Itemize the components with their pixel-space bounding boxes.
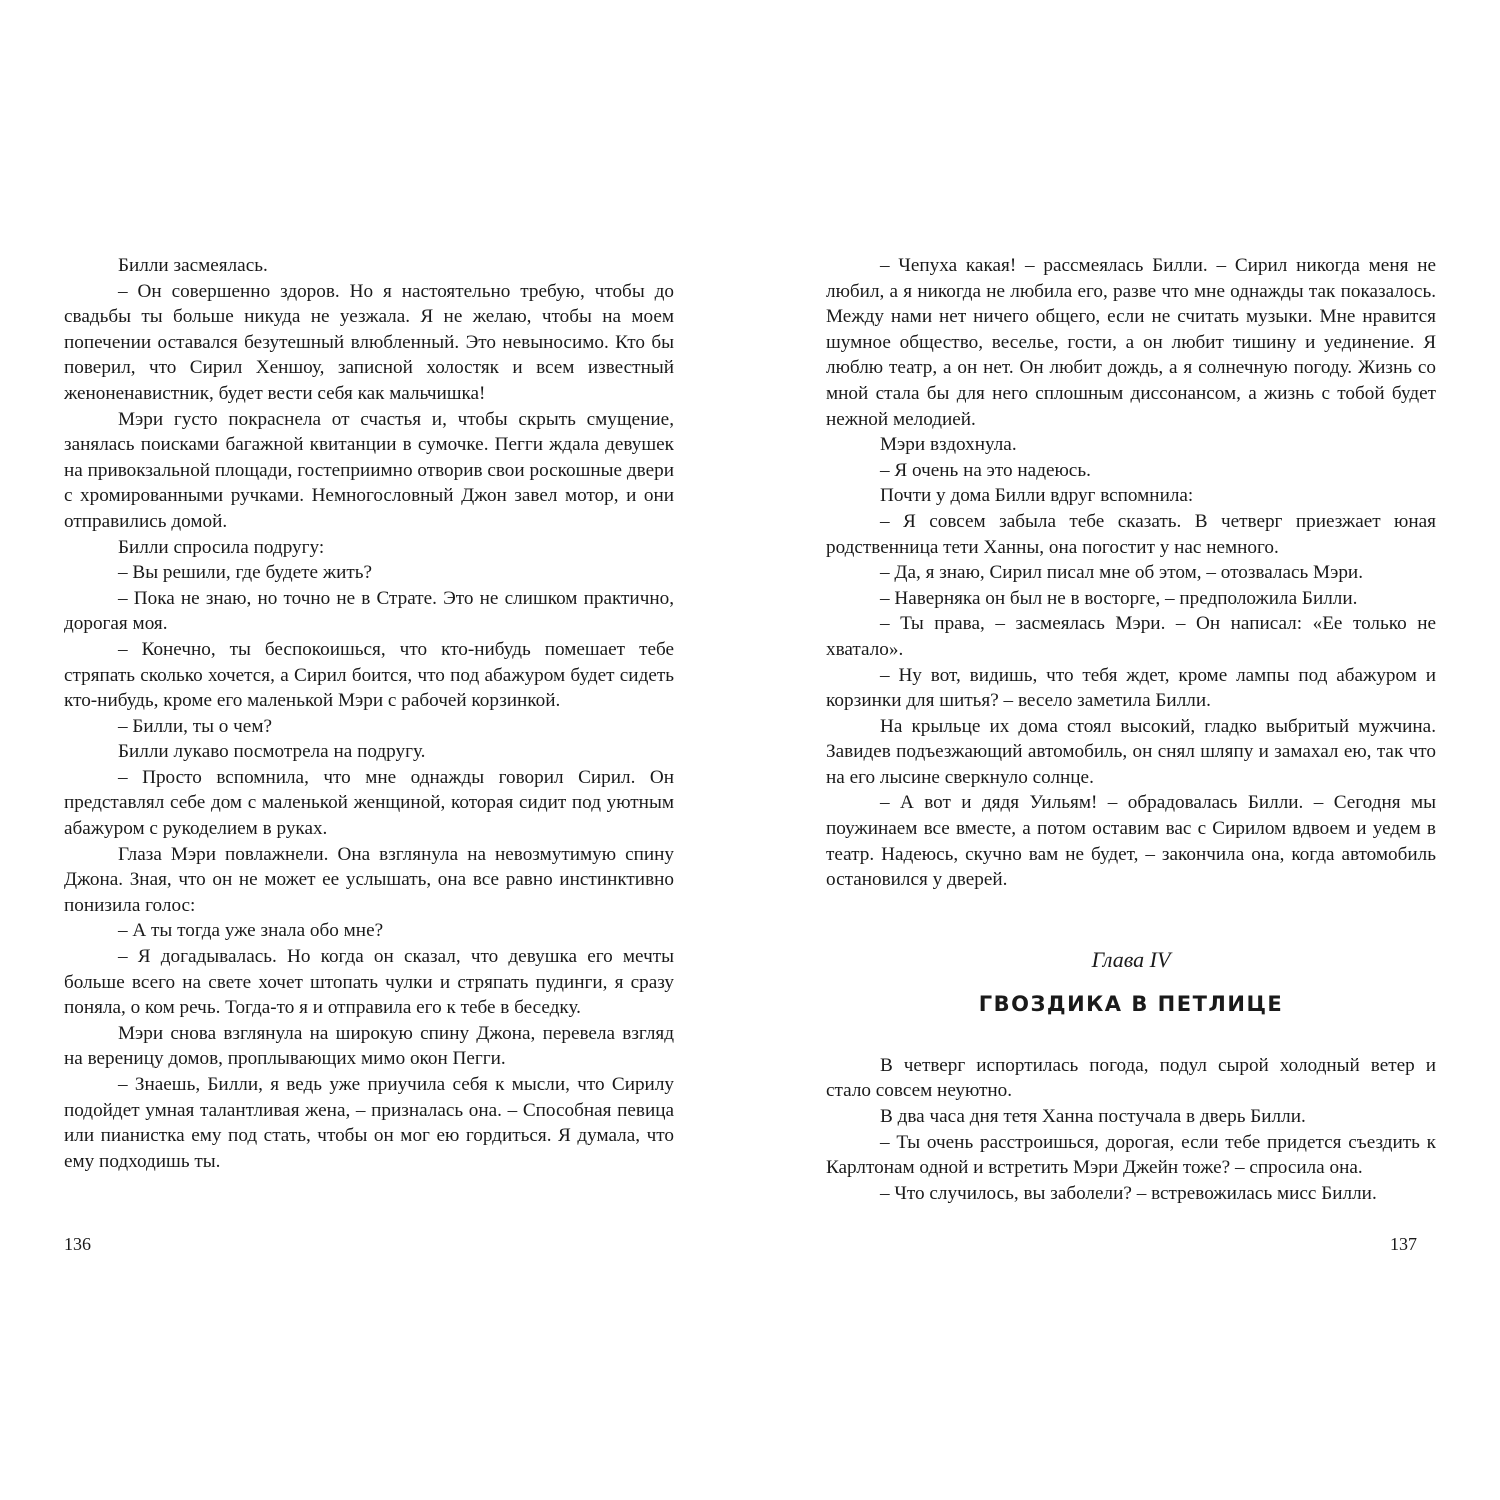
paragraph: Мэри вздохнула. xyxy=(880,434,1017,456)
paragraph: В два часа дня тетя Ханна постучала в дверь Билли. xyxy=(880,1106,1306,1128)
paragraph: Мэри густо покраснела от счастья и, чтобы скрыть смущение, занялась поисками багажной квитанции в сумочке. Пегги ждала девушек на привокзальной площади, гостеприимно отворив свои роскошные двери с хромированными ручками. Немногословный Джон завел мотор, и они отправились домой. xyxy=(64,408,674,532)
paragraph: – Вы решили, где будете жить? xyxy=(118,562,373,584)
paragraph: – Билли, ты о чем? xyxy=(118,715,272,737)
paragraph: – Знаешь, Билли, я ведь уже приучила себя к мысли, что Сирилу подойдет умная талантливая жена, – призналась она. – Способная певица или пианистка ему под стать, чтобы он мог ею гордиться. Я думала, что ему подходишь ты. xyxy=(64,1074,674,1172)
page-number-left: 136 xyxy=(64,1234,91,1254)
paragraph: – А вот и дядя Уильям! – обрадовалась Билли. – Сегодня мы поужинаем все вместе, а потом оставим вас с Сирилом вдвоем и уедем в театр. Надеюсь, скучно вам не будет, – закончила она, когда автомобиль остановился у дверей. xyxy=(826,792,1436,891)
paragraph: – Ты очень расстроишься, дорогая, если тебе придется съездить к Карлтонам одной и встретить Мэри Джейн тоже? – спросила она. xyxy=(826,1131,1436,1179)
left-page xyxy=(64,253,674,1174)
chapter-title: ГВОЗДИКА В ПЕТЛИЦЕ xyxy=(978,991,1284,1016)
paragraph: – Я очень на это надеюсь. xyxy=(880,459,1091,481)
page-number-right: 137 xyxy=(1390,1234,1417,1254)
paragraph: На крыльце их дома стоял высокий, гладко выбритый мужчина. Завидев подъезжающий автомобиль, он снял шляпу и замахал ею, так что на его лысине сверкнуло солнце. xyxy=(826,715,1436,788)
paragraph: – Ты права, – засмеялась Мэри. – Он написал: «Ее только не хватало». xyxy=(826,613,1436,660)
paragraph: – Он совершенно здоров. Но я настоятельно требую, чтобы до свадьбы ты больше никуда не уезжала. Я не желаю, чтобы на моем попечении оставался безутешный влюбленный. Это невыносимо. Кто бы поверил, что Сирил Хеншоу, записной холостяк и всем известный женоненавистник, будет вести себя как мальчишка! xyxy=(64,280,674,404)
chapter-body xyxy=(826,1053,1436,1207)
paragraph: – Да, я знаю, Сирил писал мне об этом, – отозвалась Мэри. xyxy=(880,562,1363,584)
paragraph: – Ну вот, видишь, что тебя ждет, кроме лампы под абажуром и корзинки для шитья? – весело заметила Билли. xyxy=(826,664,1436,712)
paragraph: – Я совсем забыла тебе сказать. В четверг приезжает юная родственница тети Ханны, она погостит у нас немного. xyxy=(826,510,1436,558)
paragraph: В четверг испортилась погода, подул сырой холодный ветер и стало совсем неуютно. xyxy=(826,1054,1436,1102)
paragraph: – А ты тогда уже знала обо мне? xyxy=(118,920,384,942)
paragraph: Почти у дома Билли вдруг вспомнила: xyxy=(880,485,1194,507)
paragraph: – Просто вспомнила, что мне однажды говорил Сирил. Он представлял себе дом с маленькой женщиной, которая сидит под уютным абажуром с рукоделием в руках. xyxy=(64,766,674,840)
paragraph: Мэри снова взглянула на широкую спину Джона, перевела взгляд на вереницу домов, проплывающих мимо окон Пегги. xyxy=(64,1022,674,1070)
paragraph: – Пока не знаю, но точно не в Страте. Это не слишком практично, дорогая моя. xyxy=(64,587,674,635)
paragraph: – Конечно, ты беспокоишься, что кто-нибудь помешает тебе стряпать сколько хочется, а Сирил боится, что под абажуром будет сидеть кто-нибудь, кроме его маленькой Мэри с рабочей корзинкой. xyxy=(64,638,674,712)
paragraph: Билли лукаво посмотрела на подругу. xyxy=(118,741,426,763)
paragraph: – Что случилось, вы заболели? – встревожилась мисс Билли. xyxy=(880,1182,1377,1204)
paragraph: – Наверняка он был не в восторге, – предположила Билли. xyxy=(880,587,1358,609)
paragraph: Глаза Мэри повлажнели. Она взглянула на невозмутимую спину Джона. Зная, что он не может ее услышать, она все равно инстинктивно понизила голос: xyxy=(64,843,674,916)
paragraph: Билли засмеялась. xyxy=(118,255,268,276)
paragraph: Билли спросила подругу: xyxy=(118,536,325,558)
paragraph: – Чепуха какая! – рассмеялась Билли. – Сирил никогда меня не любил, а я никогда не любила его, разве что мне однажды так показалось. Между нами нет ничего общего, если не считать музыки. Мне нравится шумное общество, веселье, гости, а он любит тишину и уединение. Я люблю театр, а он нет. Он любит дождь, а я солнечную погоду. Жизнь со мной стала бы для него сплошным диссонансом, а жизнь с тобой будет нежной мелодией. xyxy=(826,255,1436,430)
right-page xyxy=(826,253,1436,1206)
chapter-number: Глава IV xyxy=(1091,946,1171,972)
paragraph: – Я догадывалась. Но когда он сказал, что девушка его мечты больше всего на свете хочет штопать чулки и стряпать пудинги, я сразу поняла, о ком речь. Тогда-то я и отправила его к тебе в беседку. xyxy=(64,946,674,1019)
